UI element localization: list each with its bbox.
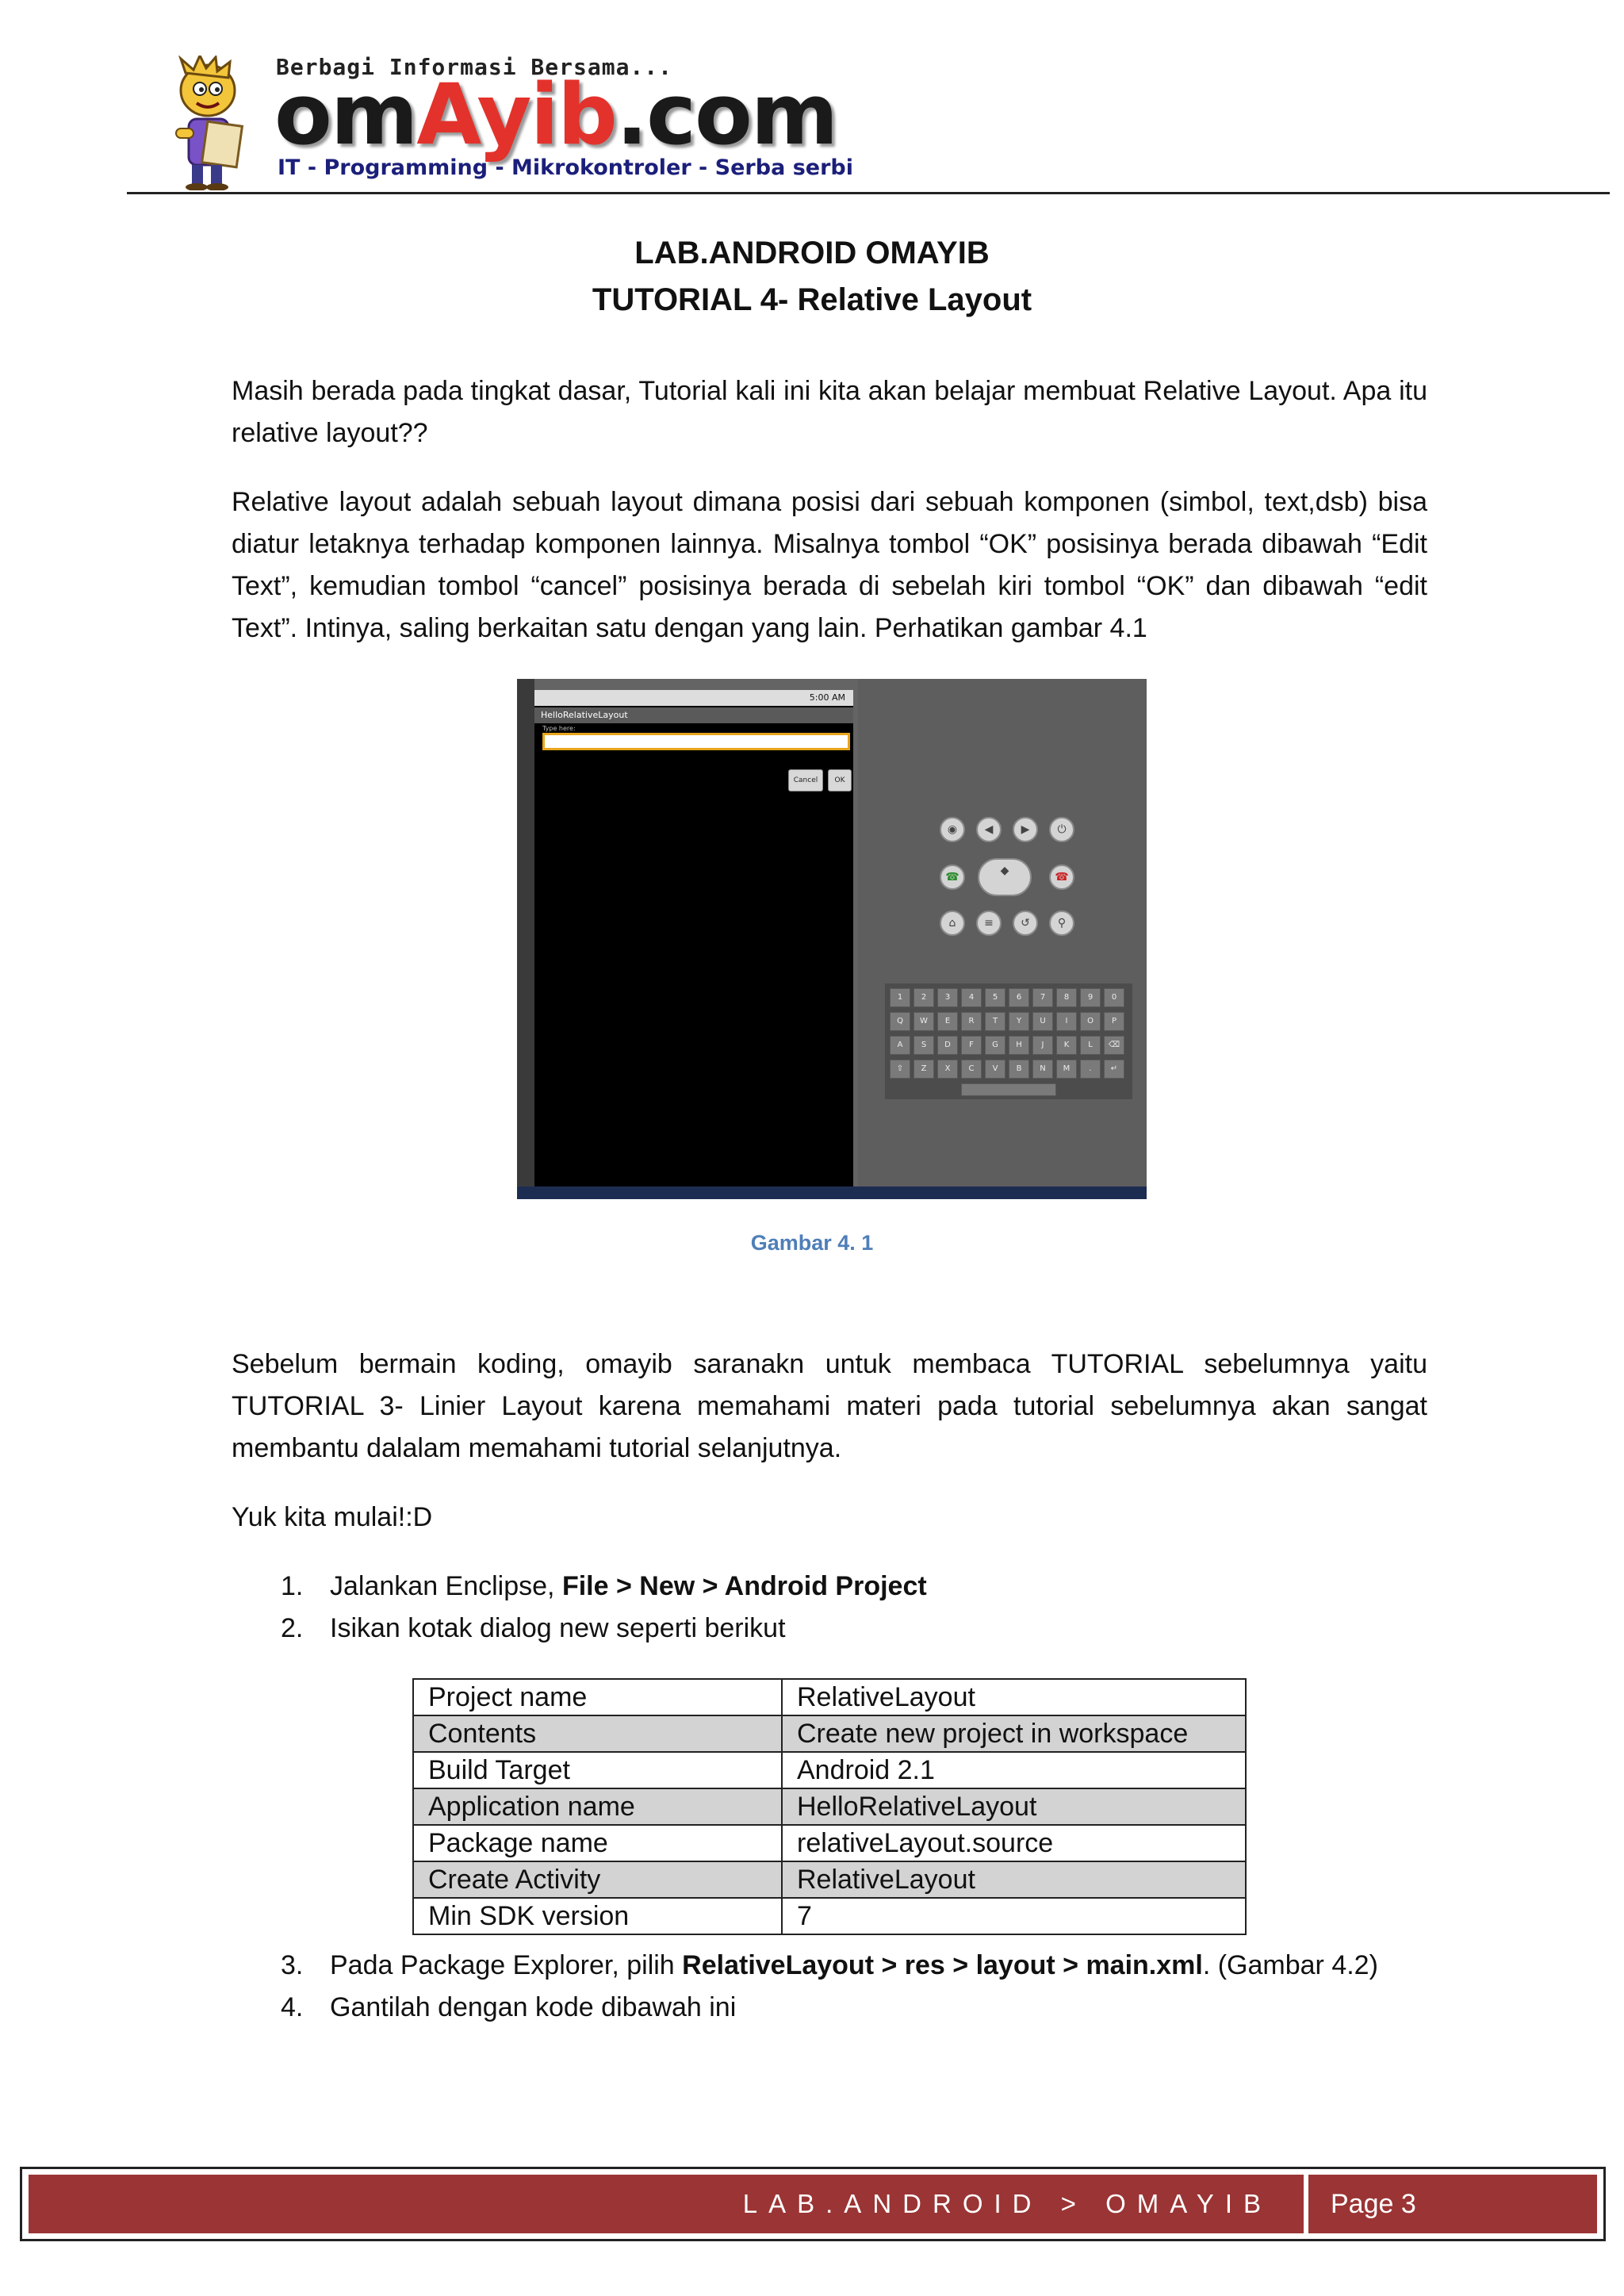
emulator-key: Y (1009, 1012, 1029, 1031)
step-number: 4. (281, 1992, 304, 2022)
emulator-hardware-panel (858, 679, 1147, 1186)
header-divider (127, 192, 1610, 194)
menu-icon: ≡ (976, 910, 1002, 936)
step-text: Jalankan Enclipse, File > New > Android Project (330, 1571, 927, 1601)
emulator-key: 4 (961, 988, 982, 1007)
emulator-key: W (914, 1012, 934, 1031)
emulator-key: B (1009, 1060, 1029, 1079)
status-time: 5:00 AM (809, 692, 845, 703)
site-subtagline: IT - Programming - Mikrokontroler - Serba serbi (278, 155, 853, 180)
back-icon: ↺ (1013, 910, 1038, 936)
figure-caption: Gambar 4. 1 (750, 1231, 874, 1255)
volume-down-icon: ◀ (976, 817, 1002, 842)
table-row: Contents Create new project in workspace (413, 1715, 1246, 1752)
phone-type-here-label: Type here: (542, 725, 576, 732)
emulator-key: ⇧ (890, 1060, 910, 1079)
emulator-key: F (961, 1036, 982, 1055)
emulator-key: E (937, 1012, 958, 1031)
call-icon: ☎ (940, 864, 965, 890)
emulator-spacebar (961, 1083, 1056, 1096)
emulator-key: D (937, 1036, 958, 1055)
phone-screen (534, 690, 853, 1186)
camera-icon: ◉ (940, 817, 965, 842)
emulator-key: 8 (1056, 988, 1077, 1007)
table-row: Min SDK version 7 (413, 1898, 1246, 1934)
emulator-key: M (1056, 1060, 1077, 1079)
emulator-key: 6 (1009, 988, 1029, 1007)
emulator-key: 5 (985, 988, 1005, 1007)
emulator-key: 3 (937, 988, 958, 1007)
step-number: 1. (281, 1571, 304, 1601)
emulator-key: 7 (1032, 988, 1053, 1007)
emulator-key: S (914, 1036, 934, 1055)
phone-ok-button: OK (828, 769, 852, 792)
emulator-key: I (1056, 1012, 1077, 1031)
emulator-key: ⌫ (1104, 1036, 1124, 1055)
emulator-key: P (1104, 1012, 1124, 1031)
step-text: Isikan kotak dialog new seperti berikut (330, 1613, 786, 1643)
emulator-key: H (1009, 1036, 1029, 1055)
emulator-key: O (1080, 1012, 1101, 1031)
doc-title: LAB.ANDROID OMAYIB (634, 236, 990, 270)
step-text: Gantilah dengan kode dibawah ini (330, 1992, 737, 2022)
emulator-key: N (1032, 1060, 1053, 1079)
emulator-key: J (1032, 1036, 1053, 1055)
table-row: Build Target Android 2.1 (413, 1752, 1246, 1788)
phone-edit-text (542, 733, 850, 750)
page-number: Page 3 (1331, 2189, 1416, 2219)
emulator-key: L (1080, 1036, 1101, 1055)
emulator-frame (517, 679, 534, 1186)
before-coding-paragraph: Sebelum bermain koding, omayib saranakn untuk membaca TUTORIAL sebelumnya yaitu TUTORIAL 3- Linier Layout karena memahami materi pada tutorial sebelumnya akan sangat membantu dalalam memahami tutorial selanjutnya. (232, 1349, 1427, 1463)
phone-app-title: HelloRelativeLayout (534, 707, 853, 723)
logo-ayib: Ayib (416, 66, 616, 163)
step-number: 2. (281, 1613, 304, 1643)
footer-lab-text: LAB.ANDROID > OMAYIB (742, 2189, 1272, 2218)
doc-subtitle: TUTORIAL 4- Relative Layout (592, 282, 1032, 317)
logo-om: om (274, 66, 417, 163)
emulator-key: V (985, 1060, 1005, 1079)
site-tagline: Berbagi Informasi Bersama... (276, 54, 673, 80)
step-text: Pada Package Explorer, pilih RelativeLayout > res > layout > main.xml. (Gambar 4.2) (330, 1950, 1378, 1980)
phone-status-bar (534, 690, 853, 706)
emulator-key: A (890, 1036, 910, 1055)
emulator-key: 0 (1104, 988, 1124, 1007)
step-number: 3. (281, 1950, 304, 1980)
emulator-key: Z (914, 1060, 934, 1079)
dpad-icon: ◆ (978, 858, 1032, 896)
volume-up-icon: ▶ (1013, 817, 1038, 842)
new-project-dialog-table (412, 1678, 1247, 1935)
emulator-key: 9 (1080, 988, 1101, 1007)
emulator-key: R (961, 1012, 982, 1031)
emulator-key: Q (890, 1012, 910, 1031)
phone-cancel-button: Cancel (788, 769, 823, 792)
emulator-keyboard (885, 983, 1132, 1099)
emulator-key: 2 (914, 988, 934, 1007)
emulator-key: 1 (890, 988, 910, 1007)
emulator-key: C (961, 1060, 982, 1079)
footer-lab-band (29, 2175, 1308, 2233)
emulator-key: T (985, 1012, 1005, 1031)
end-call-icon: ☎ (1049, 864, 1074, 890)
desktop-taskbar (517, 1186, 1147, 1199)
home-icon: ⌂ (940, 910, 965, 936)
page-header (127, 48, 1610, 190)
search-icon: ⚲ (1049, 910, 1074, 936)
mascot-logo-icon (165, 56, 251, 190)
emulator-screenshot (517, 679, 1147, 1199)
emulator-key: . (1080, 1060, 1101, 1079)
emulator-key: ↵ (1104, 1060, 1124, 1079)
logo-dotcom: .com (615, 66, 837, 163)
emulator-key: K (1056, 1036, 1077, 1055)
emulator-key: X (937, 1060, 958, 1079)
lets-start-line: Yuk kita mulai!:D (232, 1502, 433, 1532)
emulator-key: G (985, 1036, 1005, 1055)
table-row: Create Activity RelativeLayout (413, 1861, 1246, 1898)
definition-paragraph: Relative layout adalah sebuah layout dimana posisi dari sebuah komponen (simbol, text,dsb) bisa diatur letaknya terhadap komponen lainnya. Misalnya tombol “OK” posisinya berada dibawah “Edit Text”, kemudian tombol “cancel” posisinya berada di sebelah kiri tombol “OK” dan dibawah “edit Text”. Intinya, saling berkaitan satu dengan yang lain. Perhatikan gambar 4.1 (232, 487, 1427, 643)
power-icon: ⏻ (1049, 817, 1074, 842)
table-row: Application name HelloRelativeLayout (413, 1788, 1246, 1825)
footer-page-band (1308, 2175, 1597, 2233)
emulator-key: U (1032, 1012, 1053, 1031)
table-row: Package name relativeLayout.source (413, 1825, 1246, 1861)
intro-paragraph: Masih berada pada tingkat dasar, Tutorial kali ini kita akan belajar membuat Relative Layout. Apa itu relative layout?? (232, 376, 1427, 448)
table-row: Project name RelativeLayout (413, 1679, 1246, 1715)
